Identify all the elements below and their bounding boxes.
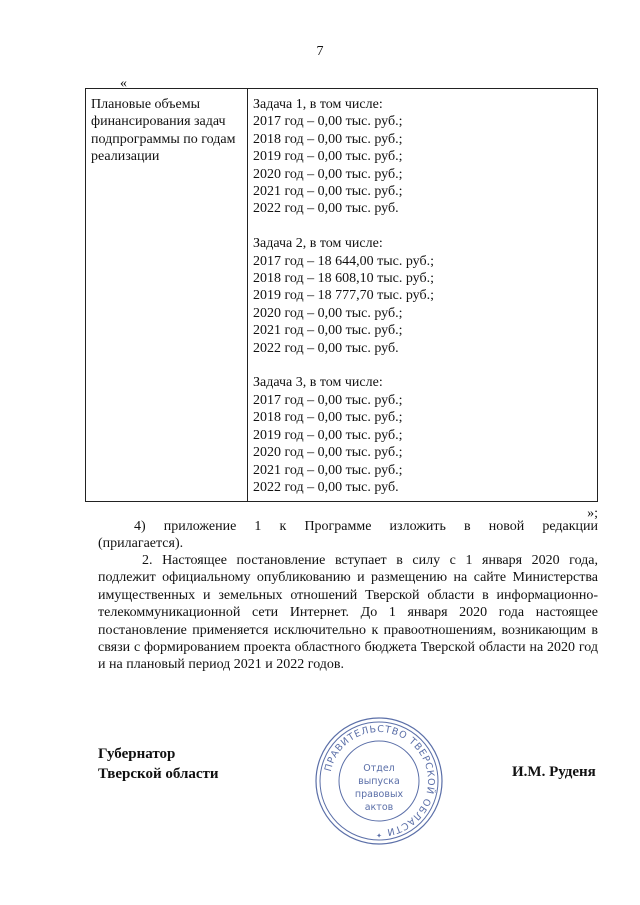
seal-star-icon: ✦ [376,832,382,840]
task-year-line: 2017 год – 18 644,00 тыс. руб.; [253,253,434,269]
task-year-line: 2019 год – 0,00 тыс. руб.; [253,149,403,165]
task-block [253,235,593,357]
paragraph-appendix: 4) приложение 1 к Программе изложить в новой редакции (прилагается). [98,519,598,552]
seal-center-line: актов [364,802,394,813]
financing-values-cell [248,89,598,502]
task-block [253,96,593,218]
task-title: Задача 1, в том числе: [253,97,383,112]
task-year-line: 2022 год – 0,00 тыс. руб. [253,479,399,495]
task-year-line: 2021 год – 0,00 тыс. руб.; [253,323,403,339]
signatory-position [98,744,219,784]
table-row [86,89,598,502]
official-seal [314,716,444,846]
paragraph-effective-date: 2. Настоящее постановление вступает в силу с 1 января 2020 года, подлежит официальному опубликованию и размещению на сайте Министерства имущественных и земельных отношений Тверской области в информационно-телекоммуникационной сети Интернет. До 1 января 2020 года настоящее постановление применяется исключительно к правоотношениям, возникающим в связи с формированием проекта областного бюджета Тверской области на 2020 год и на плановый период 2021 и 2022 годов. [98,553,598,673]
closing-quote-mark: »; [587,506,598,521]
task-year-line: 2020 год – 0,00 тыс. руб.; [253,305,403,321]
task-block [253,374,593,496]
task-title: Задача 2, в том числе: [253,236,383,252]
seal-ring-text: ПРАВИТЕЛЬСТВО ТВЕРСКОЙ ОБЛАСТИ [322,723,437,838]
signatory-region: Тверской области [98,766,219,782]
page-number: 7 [316,44,324,59]
task-year-line: 2019 год – 0,00 тыс. руб.; [253,427,403,443]
task-year-line: 2017 год – 0,00 тыс. руб.; [253,392,403,408]
signatory-title: Губернатор [98,746,176,762]
financing-table [85,88,598,502]
task-year-line: 2021 год – 0,00 тыс. руб.; [253,462,403,478]
seal-center-line: Отдел [363,763,395,774]
signatory-name: И.М. Руденя [512,764,596,780]
task-year-line: 2017 год – 0,00 тыс. руб.; [253,114,403,130]
task-year-line: 2018 год – 18 608,10 тыс. руб.; [253,271,434,287]
financing-label-cell: Плановые объемы финансирования задач подпрограммы по годам реализации [86,89,248,502]
seal-center-line: выпуска [358,776,400,787]
opening-quote-mark: « [120,76,127,91]
seal-center-line: правовых [354,789,404,800]
task-year-line: 2022 год – 0,00 тыс. руб. [253,340,399,356]
task-year-line: 2021 год – 0,00 тыс. руб.; [253,184,403,200]
task-year-line: 2020 год – 0,00 тыс. руб.; [253,445,403,461]
task-list [253,96,593,496]
task-title: Задача 3, в том числе: [253,375,383,391]
task-year-line: 2018 год – 0,00 тыс. руб.; [253,131,403,147]
task-year-line: 2020 год – 0,00 тыс. руб.; [253,166,403,182]
task-year-line: 2022 год – 0,00 тыс. руб. [253,201,399,217]
task-year-line: 2018 год – 0,00 тыс. руб.; [253,410,403,426]
task-year-line: 2019 год – 18 777,70 тыс. руб.; [253,288,434,304]
